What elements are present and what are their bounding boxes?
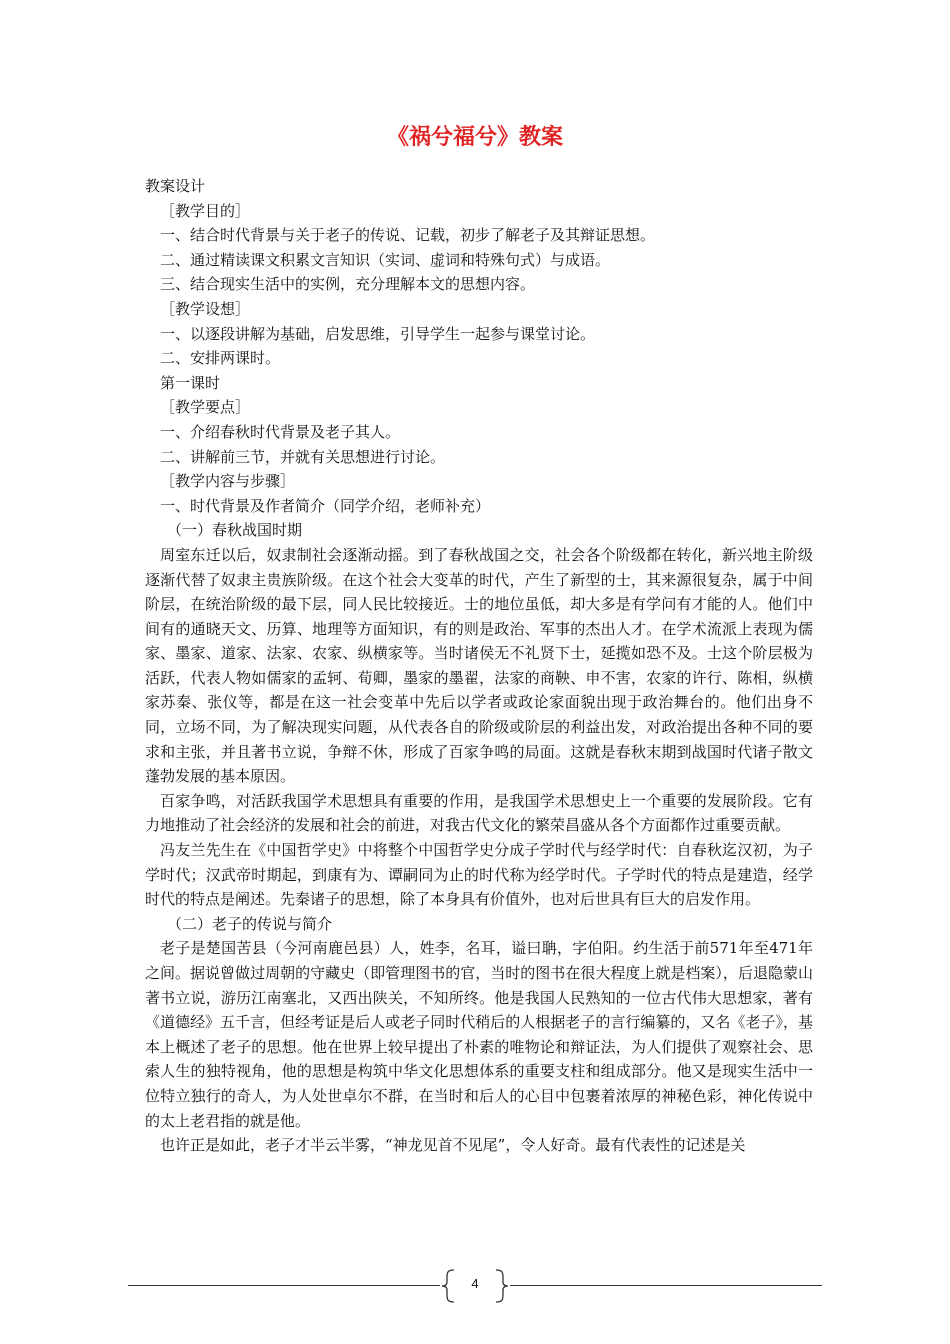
- heading-content-steps: ［教学内容与步骤］: [160, 472, 296, 491]
- list-item: 二、讲解前三节，并就有关思想进行讨论。: [160, 447, 446, 466]
- body-paragraph: 老子是楚国苦县（今河南鹿邑县）人，姓李，名耳，谥曰聃，字伯阳。约生活于前571年至471年之间。据说曾做过周朝的守藏史（即管理图书的官，当时的图书在很大程度上就是档案），后退隐蒙山著书立说，游历江南塞北，又西出陕关，不知所终。他是我国人民熟知的一位古代伟大思想家，著有《道德经》五千言，但经考证是后人或老子同时代稍后的人根据老子的言行编纂的，又名《老子》，基本上概述了老子的思想。他在世界上较早提出了朴素的唯物论和辩证法，为人们提供了观察社会、思索人生的独特视角，他的思想是构筑中华文化思想体系的重要支柱和组成部分。他又是现实生活中一位特立独行的奇人，为人处世卓尔不群，在当时和后人的心目中包裹着浓厚的神秘色彩，神化传说中的太上老君指的就是他。: [145, 939, 813, 1130]
- list-item: 一、时代背景及作者简介（同学介绍，老师补充）: [160, 496, 491, 515]
- document-body: [145, 174, 813, 1158]
- document-title: 《祸兮福兮》教案: [386, 124, 563, 150]
- page-number: 4: [471, 1276, 479, 1291]
- body-paragraph: 也许正是如此，老子才半云半雾，“神龙见首不见尾”，令人好奇。最有代表性的记述是关: [160, 1136, 746, 1155]
- footer-rule-right: [510, 1285, 822, 1286]
- subheading: （二）老子的传说与简介: [167, 914, 333, 933]
- subheading: （一）春秋战国时期: [167, 521, 303, 540]
- list-item: 一、结合时代背景与关于老子的传说、记载，初步了解老子及其辩证思想。: [160, 226, 656, 245]
- body-paragraph: 冯友兰先生在《中国哲学史》中将整个中国哲学史分成子学时代与经学时代：自春秋迄汉初，为子学时代；汉武帝时期起，到康有为、谭嗣同为止的时代称为经学时代。子学时代的特点是建造，经学时代的特点是阐述。先秦诸子的思想，除了本身具有价值外，也对后世具有巨大的启发作用。: [145, 841, 813, 909]
- list-item: 一、以逐段讲解为基础，启发思维，引导学生一起参与课堂讨论。: [160, 324, 596, 343]
- heading-teaching-plan: ［教学设想］: [160, 299, 251, 318]
- list-item: 二、安排两课时。: [160, 349, 281, 368]
- list-item: 三、结合现实生活中的实例，充分理解本文的思想内容。: [160, 275, 536, 294]
- list-item: 二、通过精读课文积累文言知识（实词、虚词和特殊句式）与成语。: [160, 250, 611, 269]
- right-brace-icon: [492, 1269, 512, 1303]
- footer-rule-left: [128, 1285, 440, 1286]
- heading-teaching-goals: ［教学目的］: [160, 201, 251, 220]
- body-paragraph: 周室东迁以后，奴隶制社会逐渐动摇。到了春秋战国之交，社会各个阶级都在转化，新兴地主阶级逐渐代替了奴隶主贵族阶级。在这个社会大变革的时代，产生了新型的士，其来源很复杂，属于中间阶层，在统治阶级的最下层，同人民比较接近。士的地位虽低，却大多是有学问有才能的人。他们中间有的通晓天文、历算、地理等方面知识，有的则是政治、军事的杰出人才。在学术流派上表现为儒家、墨家、道家、法家、农家、纵横家等。当时诸侯无不礼贤下士，延揽如恐不及。士这个阶层极为活跃，代表人物如儒家的孟轲、荀卿，墨家的墨翟，法家的商鞅、申不害，农家的许行、陈相，纵横家苏秦、张仪等，都是在这一社会变革中先后以学者或政论家面貌出现于政治舞台的。他们出身不同，立场不同，为了解决现实问题，从代表各自的阶级或阶层的利益出发，对政治提出各种不同的要求和主张，并且著书立说，争辩不休，形成了百家争鸣的局面。这就是春秋末期到战国时代诸子散文蓬勃发展的基本原因。: [145, 545, 813, 786]
- heading-key-points: ［教学要点］: [160, 398, 251, 417]
- lesson-label: 第一课时: [160, 373, 221, 392]
- left-brace-icon: [438, 1269, 458, 1303]
- body-paragraph: 百家争鸣，对活跃我国学术思想具有重要的作用，是我国学术思想史上一个重要的发展阶段。它有力地推动了社会经济的发展和社会的前进，对我古代文化的繁荣昌盛从各个方面都作过重要贡献。: [145, 791, 813, 835]
- section-label: 教案设计: [145, 177, 206, 195]
- page-footer: [0, 1266, 950, 1306]
- list-item: 一、介绍春秋时代背景及老子其人。: [160, 422, 401, 441]
